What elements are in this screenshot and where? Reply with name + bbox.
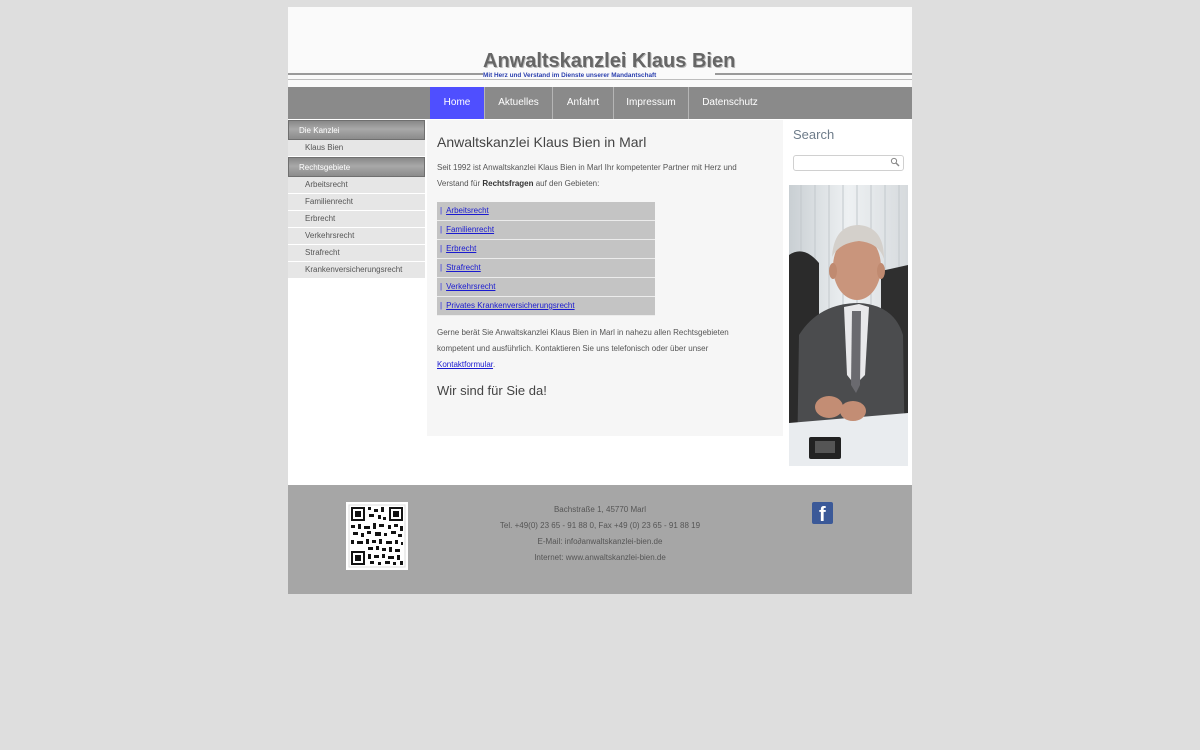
header — [288, 7, 912, 87]
contact-text: Gerne berät Sie Anwaltskanzlei Klaus Bien in Marl in nahezu allen Rechtsgebieten kompetent und ausführlich. Kontaktieren Sie uns telefonisch oder über unser — [437, 328, 729, 353]
qr-code-image[interactable] — [346, 502, 408, 570]
sidebar-item-familienrecht[interactable]: Familienrecht — [288, 194, 425, 211]
nav-datenschutz[interactable]: Datenschutz — [702, 97, 758, 108]
list-item — [437, 221, 655, 240]
separator: | — [440, 263, 443, 272]
sidebar-item-rechtsgebiete[interactable]: Rechtsgebiete — [288, 157, 425, 177]
nav-aktuelles[interactable]: Aktuelles — [485, 87, 553, 119]
intro-text-end: auf den Gebieten: — [533, 179, 600, 188]
footer — [288, 485, 912, 594]
header-rule — [715, 73, 912, 75]
site-logo[interactable] — [483, 50, 736, 80]
logo-title: Anwaltskanzlei Klaus Bien — [483, 50, 736, 72]
contact-paragraph — [437, 325, 757, 373]
sidebar-item-klaus-bien[interactable]: Klaus Bien — [288, 140, 425, 157]
footer-email[interactable]: E-Mail: info∂anwaltskanzlei-bien.de — [537, 537, 663, 546]
search-heading: Search — [793, 127, 835, 142]
sidebar-item-strafrecht[interactable]: Strafrecht — [288, 245, 425, 262]
separator: | — [440, 225, 443, 234]
closing-heading: Wir sind für Sie da! — [437, 383, 547, 398]
sidebar-item-arbeitsrecht[interactable]: Arbeitsrecht — [288, 177, 425, 194]
sidebar-item-die-kanzlei[interactable]: Die Kanzlei — [288, 120, 425, 140]
area-link-krankenversicherungsrecht[interactable]: Privates Krankenversicherungsrecht — [446, 301, 575, 310]
sidebar-navigation — [288, 120, 425, 279]
area-link-verkehrsrecht[interactable]: Verkehrsrecht — [446, 282, 496, 291]
facebook-icon[interactable] — [812, 502, 833, 524]
page — [288, 7, 912, 594]
separator: | — [440, 244, 443, 253]
area-link-strafrecht[interactable]: Strafrecht — [446, 263, 481, 272]
lawyer-portrait-image — [789, 185, 908, 466]
contact-form-link[interactable]: Kontaktformular — [437, 360, 494, 369]
list-item — [437, 297, 655, 316]
list-item — [437, 278, 655, 297]
nav-impressum[interactable]: Impressum — [614, 87, 689, 119]
list-item — [437, 202, 655, 221]
intro-text-start: Seit 1992 ist Anwaltskanzlei Klaus Bien in Marl Ihr kompetenter Partner mit Herz und Verstand für — [437, 163, 737, 188]
main-navigation — [288, 87, 912, 119]
area-link-arbeitsrecht[interactable]: Arbeitsrecht — [446, 206, 489, 215]
area-link-erbrecht[interactable]: Erbrecht — [446, 244, 477, 253]
list-item — [437, 240, 655, 259]
separator: | — [440, 206, 443, 215]
search-icon[interactable] — [890, 157, 900, 167]
main-content — [427, 120, 783, 436]
intro-bold: Rechtsfragen — [482, 179, 534, 188]
separator: | — [440, 282, 443, 291]
sidebar-item-verkehrsrecht[interactable]: Verkehrsrecht — [288, 228, 425, 245]
sidebar-item-krankenversicherungsrecht[interactable]: Krankenversicherungsrecht — [288, 262, 425, 279]
intro-text — [437, 160, 757, 192]
separator: | — [440, 301, 443, 310]
page-title: Anwaltskanzlei Klaus Bien in Marl — [437, 134, 647, 150]
sidebar-item-erbrecht[interactable]: Erbrecht — [288, 211, 425, 228]
logo-subtitle: Mit Herz und Verstand im Dienste unserer Mandantschaft — [483, 72, 657, 79]
nav-anfahrt[interactable]: Anfahrt — [553, 87, 614, 119]
footer-contact — [448, 502, 752, 566]
footer-internet[interactable]: Internet: www.anwaltskanzlei-bien.de — [534, 553, 666, 562]
footer-phone: Tel. +49(0) 23 65 - 91 88 0, Fax +49 (0) 23 65 - 91 88 19 — [499, 521, 701, 530]
contact-text-end: . — [493, 360, 496, 369]
header-rule — [288, 73, 483, 75]
area-link-familienrecht[interactable]: Familienrecht — [446, 225, 495, 234]
nav-home[interactable]: Home — [430, 87, 485, 119]
facebook-glyph: f — [819, 504, 826, 524]
list-item — [437, 259, 655, 278]
legal-areas-list — [437, 202, 655, 316]
search-input[interactable] — [793, 155, 904, 171]
footer-address: Bachstraße 1, 45770 Marl — [553, 505, 647, 514]
